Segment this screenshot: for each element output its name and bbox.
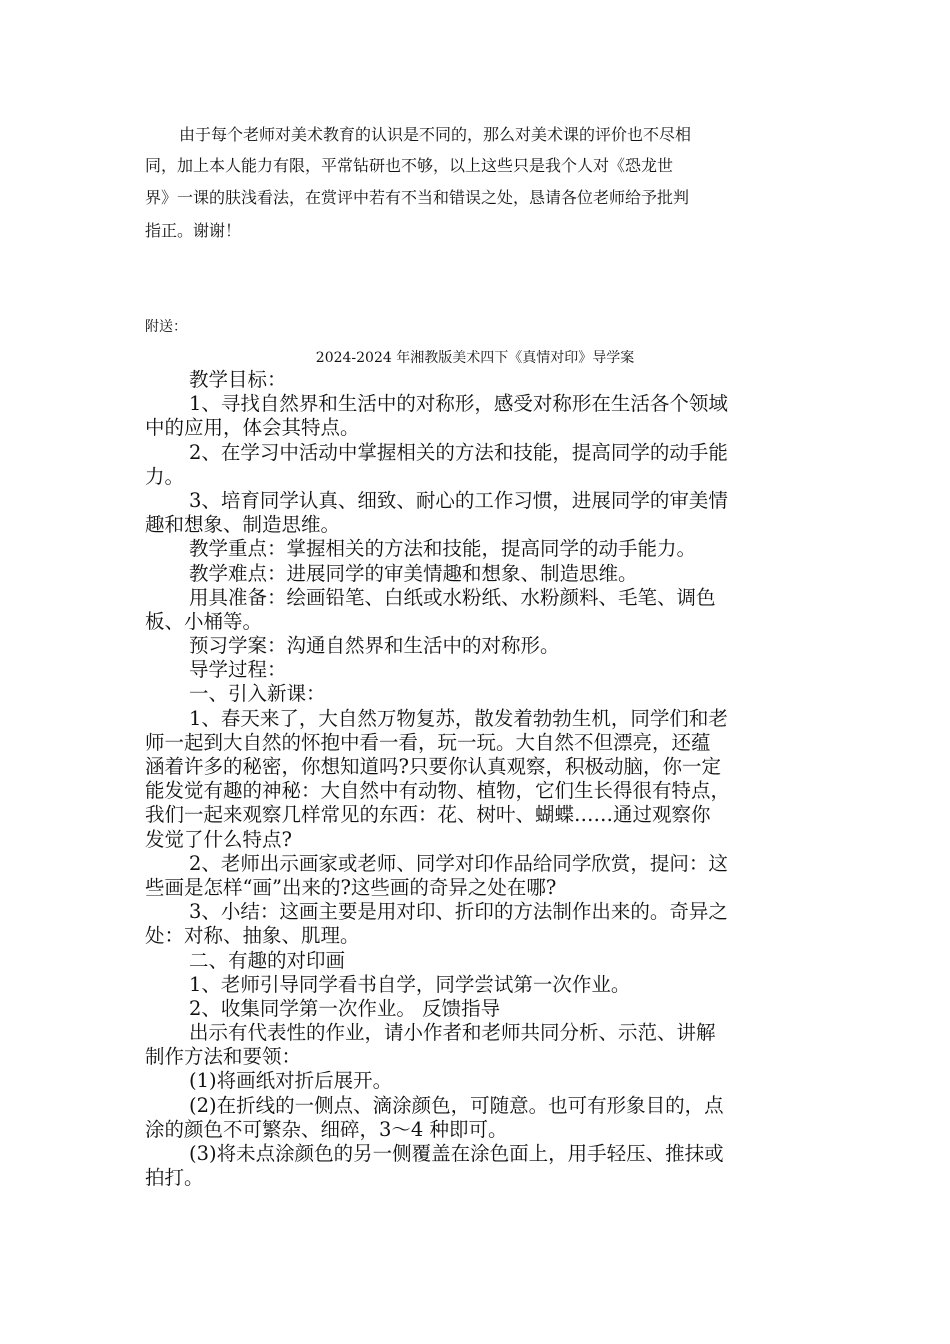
intro-line: 指正。谢谢！ [145,221,242,240]
guide-line: 2、老师出示画家或老师、同学对印作品给同学欣赏，提问：这 [189,851,728,875]
guide-line: 趣和想象、制造思维。 [145,513,341,537]
document-title: 2024-2024 年湘教版美术四下《真情对印》导学案 [315,350,635,366]
guide-line: 制作方法和要领： [145,1045,302,1069]
guide-line: 3、培育同学认真、细致、耐心的工作习惯，进展同学的审美情 [189,488,728,512]
guide-line: 1、寻找自然界和生活中的对称形，感受对称形在生活各个领域 [189,392,728,416]
guide-line: 些画是怎样“画”出来的?这些画的奇异之处在哪? [145,875,557,899]
guide-line: 2、在学习中活动中掌握相关的方法和技能，提高同学的动手能 [189,440,728,464]
guide-line: 2、收集同学第一次作业。 反馈指导 [189,996,501,1020]
intro-line: 同，加上本人能力有限，平常钻研也不够，以上这些只是我个人对《恐龙世 [145,156,674,175]
guide-line: (3)将未点涂颜色的另一侧覆盖在涂色面上，用手轻压、推抹或 [189,1142,724,1165]
guide-line: 力。 [145,464,185,488]
guide-line: 我们一起来观察几样常见的东西：花、树叶、蝴蝶……通过观察你 [145,803,711,827]
guide-line: 涂的颜色不可繁杂、细碎，3～4 种即可。 [145,1117,508,1141]
guide-line: 能发觉有趣的神秘：大自然中有动物、植物，它们生长得很有特点， [145,779,731,803]
guide-line: 一、引入新课： [189,682,326,706]
guide-line: 中的应用，体会其特点。 [145,416,360,440]
guide-line: 用具准备：绘画铅笔、白纸或水粉纸、水粉颜料、毛笔、调色 [189,585,716,609]
guide-line: 师一起到大自然的怀抱中看一看，玩一玩。大自然不但漂亮，还蕴 [145,730,711,754]
guide-line: 处：对称、抽象、肌理。 [145,924,360,948]
intro-line: 由于每个老师对美术教育的认识是不同的，那么对美术课的评价也不尽相 [179,125,692,144]
guide-line: 教学目标： [189,368,287,391]
guide-line: 教学难点：进展同学的审美情趣和想象、制造思维。 [189,561,638,585]
guide-line: 涵着许多的秘密，你想知道吗?只要你认真观察，积极动脑，你一定 [145,755,721,778]
guide-line: 导学过程： [189,658,287,682]
guide-line: 预习学案：沟通自然界和生活中的对称形。 [189,634,560,658]
study-guide [145,368,805,1190]
guide-line: (2)在折线的一侧点、滴涂颜色，可随意。也可有形象目的，点 [189,1093,724,1117]
guide-line: 二、有趣的对印画 [189,948,346,972]
guide-line: 出示有代表性的作业，请小作者和老师共同分析、示范、讲解 [189,1021,716,1045]
guide-line: 发觉了什么特点? [145,827,292,851]
guide-line: 1、老师引导同学看书自学，同学尝试第一次作业。 [189,972,631,996]
appendix-label: 附送： [145,319,187,335]
guide-line: 教学重点：掌握相关的方法和技能，提高同学的动手能力。 [189,537,697,561]
guide-line: 板、小桶等。 [145,609,263,633]
guide-line: (1)将画纸对折后展开。 [189,1069,393,1093]
guide-line: 1、春天来了，大自然万物复苏，散发着勃勃生机，同学们和老 [189,706,728,730]
guide-line: 3、小结：这画主要是用对印、折印的方法制作出来的。奇异之 [189,900,728,924]
guide-line: 拍打。 [145,1166,204,1190]
intro-line: 界》一课的肤浅看法，在赏评中若有不当和错误之处，恳请各位老师给予批判 [145,188,690,207]
